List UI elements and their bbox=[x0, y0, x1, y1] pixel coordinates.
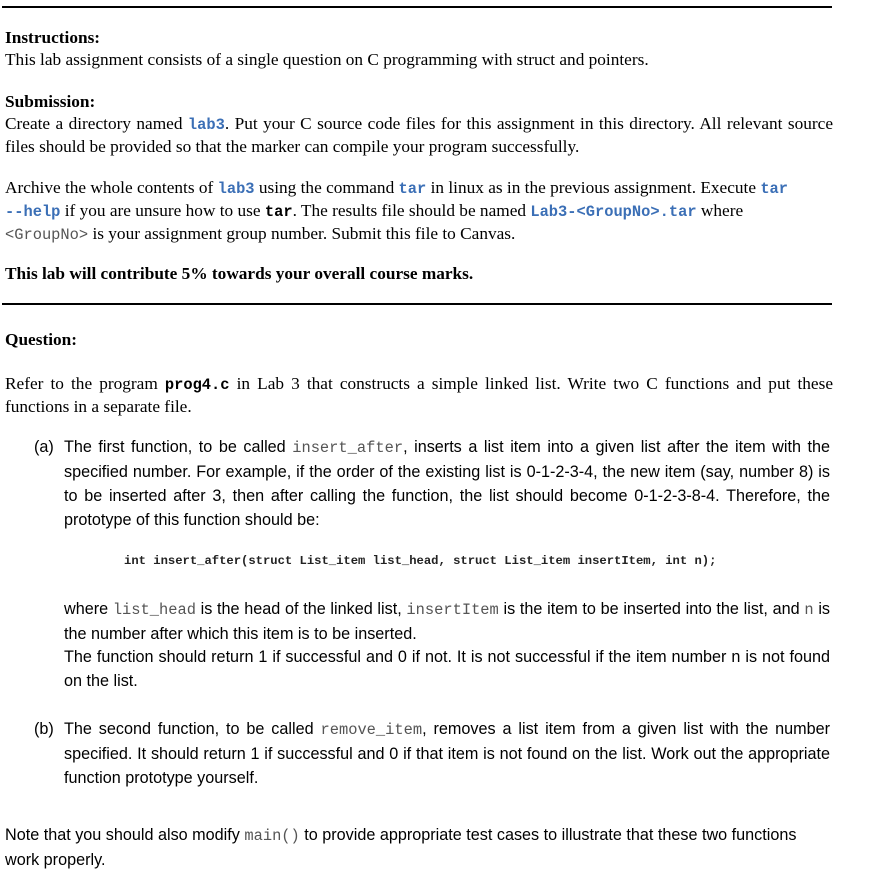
text-run: Note that you should also modify bbox=[5, 826, 245, 844]
instructions-text: This lab assignment consists of a single question on C programming with struct and pointers. bbox=[5, 50, 649, 69]
tar-command: tar bbox=[760, 180, 789, 198]
program-filename: prog4.c bbox=[164, 376, 230, 394]
instructions-heading: Instructions: bbox=[5, 28, 101, 47]
part-b-label: (b) bbox=[34, 720, 54, 738]
text-run: is the head of the linked list, bbox=[195, 600, 407, 618]
archive-filename: Lab3-<GroupNo>.tar bbox=[530, 203, 697, 221]
param-insert-item: insertItem bbox=[406, 601, 499, 619]
text-run: Archive the whole contents of bbox=[5, 178, 218, 197]
text-run: is your assignment group number. Submit this file to Canvas. bbox=[88, 224, 516, 243]
text-run: The second function, to be called bbox=[64, 720, 321, 738]
top-divider bbox=[2, 6, 832, 8]
question-heading: Question: bbox=[5, 330, 78, 349]
submission-section bbox=[5, 91, 833, 158]
directory-name: lab3 bbox=[217, 180, 255, 198]
part-a-label: (a) bbox=[34, 438, 54, 456]
text-run: in linux as in the previous assignment. Execute bbox=[426, 178, 761, 197]
part-b-description bbox=[64, 717, 830, 790]
tar-command: tar bbox=[264, 203, 293, 221]
text-run: . The results file should be named bbox=[292, 201, 531, 220]
tar-command: tar bbox=[398, 180, 427, 198]
part-a-parameters bbox=[64, 597, 830, 646]
middle-divider bbox=[2, 303, 832, 305]
instructions-section bbox=[5, 27, 833, 71]
text-run: is the item to be inserted into the list, and bbox=[498, 600, 805, 618]
text-run: to provide appropriate test cases to illustrate that these two functions work properly. bbox=[5, 826, 797, 869]
text-run: The first function, to be called bbox=[64, 438, 293, 456]
text-run: , inserts a list item into a given list after the item with the specified number. For example, if the order of the existing list is 0-1-2-3-4, the new item (say, number 8) is to be inserted after 3, then after calling the function, the list should become 0-1-2-3-8-4. Therefore, the prototype of this function should be: bbox=[64, 438, 830, 529]
part-a-description bbox=[64, 435, 830, 532]
text-run: . Put your C source code files for this assignment in this directory. All relevant source files should be provided so that the marker can compile your program successfully. bbox=[5, 114, 833, 156]
text-run: using the command bbox=[254, 178, 399, 197]
group-number-placeholder: <GroupNo> bbox=[5, 226, 89, 244]
main-function: main() bbox=[244, 827, 300, 845]
param-n: n bbox=[804, 601, 814, 619]
help-flag: --help bbox=[5, 203, 61, 221]
submission-paragraph-2 bbox=[5, 177, 833, 246]
text-run: where bbox=[64, 600, 113, 618]
text-run: Create a directory named bbox=[5, 114, 188, 133]
text-run: is the number after which this item is to be inserted. bbox=[64, 600, 831, 643]
text-run: in Lab 3 that constructs a simple linked list. Write two C functions and put these functions in a separate file. bbox=[5, 374, 833, 416]
text-run: where bbox=[696, 201, 744, 220]
submission-paragraph-1 bbox=[5, 113, 833, 158]
function-name: remove_item bbox=[320, 721, 423, 739]
text-run: , removes a list item from a given list with the number specified. It should return 1 if successful and 0 if that item is not found on the list. Work out the appropriate function prototype yourself. bbox=[64, 720, 830, 787]
question-intro bbox=[5, 373, 833, 418]
part-a-return-value: The function should return 1 if successful and 0 if not. It is not successful if the item number n is not found on the list. bbox=[64, 648, 830, 690]
param-list-head: list_head bbox=[112, 601, 196, 619]
directory-name: lab3 bbox=[187, 116, 225, 134]
course-weight-note: This lab will contribute 5% towards your overall course marks. bbox=[5, 264, 474, 283]
insert-after-prototype: int insert_after(struct List_item list_head, struct List_item insertItem, int n); bbox=[124, 554, 717, 568]
text-run: if you are unsure how to use bbox=[60, 201, 265, 220]
submission-heading: Submission: bbox=[5, 92, 96, 111]
text-run: Refer to the program bbox=[5, 374, 165, 393]
final-note bbox=[5, 823, 831, 872]
function-name: insert_after bbox=[292, 439, 404, 457]
